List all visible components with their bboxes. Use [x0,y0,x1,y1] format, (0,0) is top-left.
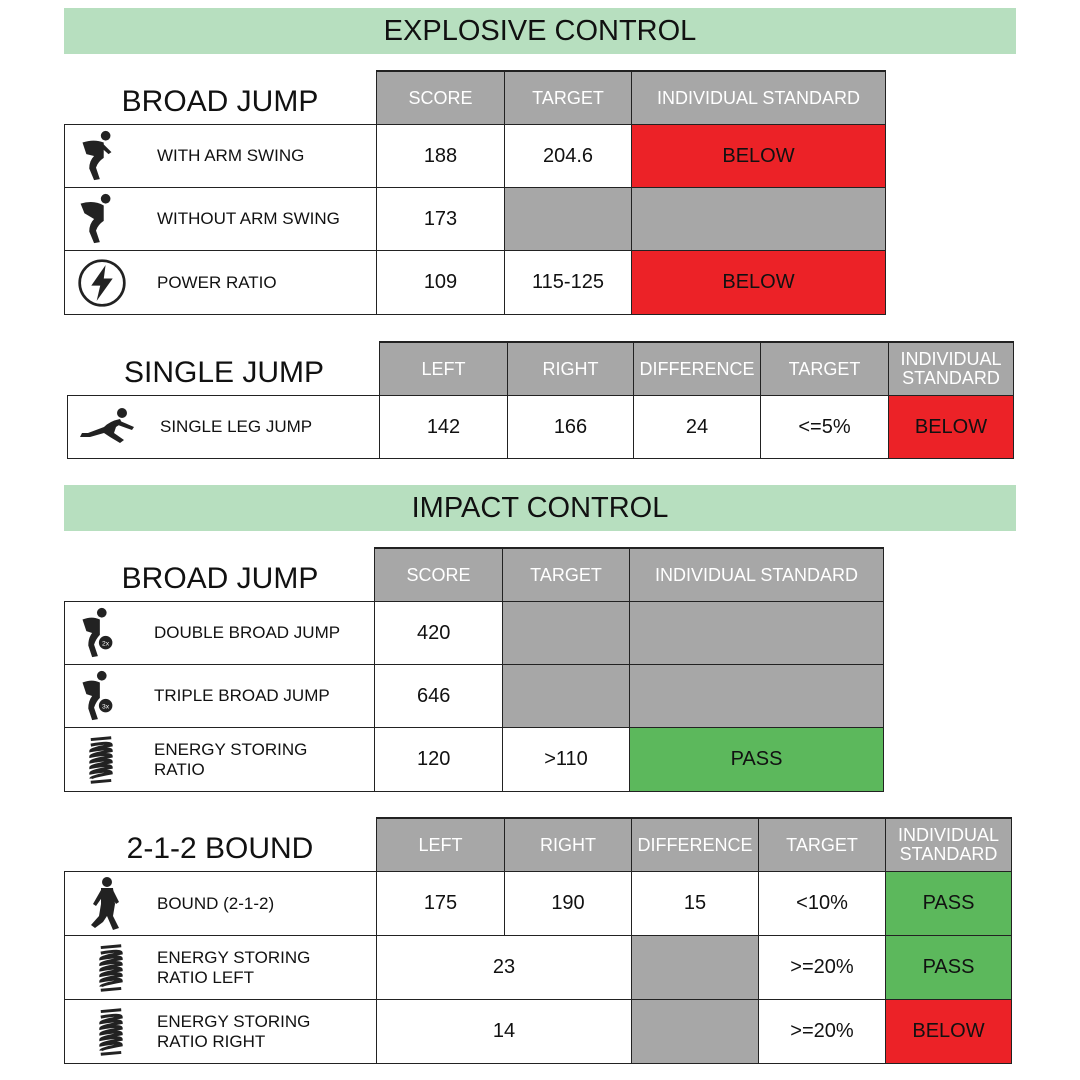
header-right: RIGHT [507,341,634,396]
score-cell: 109 [376,250,505,315]
spring-icon [87,734,115,786]
lightning-icon [77,258,127,308]
left-cell: 142 [379,395,508,459]
header-difference: DIFFERENCE [631,817,759,872]
header-difference: DIFFERENCE [633,341,761,396]
row-label: DOUBLE BROAD JUMP [154,623,341,642]
left-cell: 175 [376,871,505,936]
bound-icon [85,876,125,932]
row-label: WITH ARM SWING [157,146,305,165]
spring-icon [97,1006,125,1058]
standard-badge: PASS [629,727,884,792]
difference-cell-empty [631,935,759,1000]
target-cell: >=20% [758,999,886,1064]
table-row [64,187,377,251]
row-label: BOUND (2-1-2) [157,893,275,913]
single-leg-jump-icon [76,407,140,447]
single-jump-title: SINGLE JUMP [123,356,325,389]
banner-title: IMPACT CONTROL [411,491,669,524]
standard-badge: BELOW [885,999,1012,1064]
table-row [64,935,377,1000]
header-left: LEFT [379,341,508,396]
right-cell: 190 [504,871,632,936]
row-label: TRIPLE BROAD JUMP [154,686,330,705]
score-cell: 646 [374,664,503,728]
triple-jump-icon [75,669,117,723]
row-label: WITHOUT ARM SWING [157,209,340,228]
standard-badge: BELOW [631,250,886,315]
target-cell-empty [504,187,632,251]
header-right: RIGHT [504,817,632,872]
header-individual-standard: INDIVIDUAL STANDARD [885,817,1012,872]
target-cell: >=20% [758,935,886,1000]
table-row [64,250,377,315]
row-label: SINGLE LEG JUMP [160,417,313,436]
score-cell: 120 [374,727,503,792]
row-label: ENERGY STORING RATIO LEFT [157,947,311,987]
double-jump-icon [75,606,117,660]
standard-badge: PASS [885,871,1012,936]
header-target: TARGET [758,817,886,872]
impact-control-banner [64,485,1016,531]
target-cell: 115-125 [504,250,632,315]
target-cell-empty [502,601,630,665]
header-target: TARGET [504,70,632,125]
table-row [67,395,380,459]
table-row [64,601,375,665]
difference-cell: 15 [631,871,759,936]
table-row [64,124,377,188]
standard-badge: BELOW [888,395,1014,459]
header-individual-standard: INDIVIDUAL STANDARD [888,341,1014,396]
header-individual-standard: INDIVIDUAL STANDARD [631,70,886,125]
difference-cell-empty [631,999,759,1064]
energy-ratio-value: 14 [376,999,632,1064]
row-label: ENERGY STORING RATIO [154,739,308,779]
table-row [64,727,375,792]
target-cell: 204.6 [504,124,632,188]
energy-ratio-value: 23 [376,935,632,1000]
score-cell: 420 [374,601,503,665]
header-target: TARGET [760,341,889,396]
target-cell-empty [502,664,630,728]
row-label: ENERGY STORING RATIO RIGHT [157,1011,311,1051]
header-individual-standard: INDIVIDUAL STANDARD [629,547,884,602]
spring-icon [97,942,125,994]
broad-jump-title: BROAD JUMP [121,562,319,595]
score-cell: 173 [376,187,505,251]
target-cell: >110 [502,727,630,792]
standard-cell-empty [629,601,884,665]
table-row [64,664,375,728]
header-target: TARGET [502,547,630,602]
broad-jump-title: BROAD JUMP [121,85,319,118]
header-left: LEFT [376,817,505,872]
header-score: SCORE [374,547,503,602]
jump-no-arm-swing-icon [75,192,117,246]
table-row [64,999,377,1064]
bound-title: 2-1-2 BOUND [126,832,314,865]
target-cell: <=5% [760,395,889,459]
banner-title: EXPLOSIVE CONTROL [383,14,697,47]
right-cell: 166 [507,395,634,459]
standard-cell-empty [629,664,884,728]
explosive-control-banner [64,8,1016,54]
standard-cell-empty [631,187,886,251]
row-label: POWER RATIO [157,272,277,292]
standard-badge: BELOW [631,124,886,188]
score-cell: 188 [376,124,505,188]
table-row [64,871,377,936]
standard-badge: PASS [885,935,1012,1000]
jump-arm-swing-icon [75,129,117,183]
difference-cell: 24 [633,395,761,459]
target-cell: <10% [758,871,886,936]
header-score: SCORE [376,70,505,125]
